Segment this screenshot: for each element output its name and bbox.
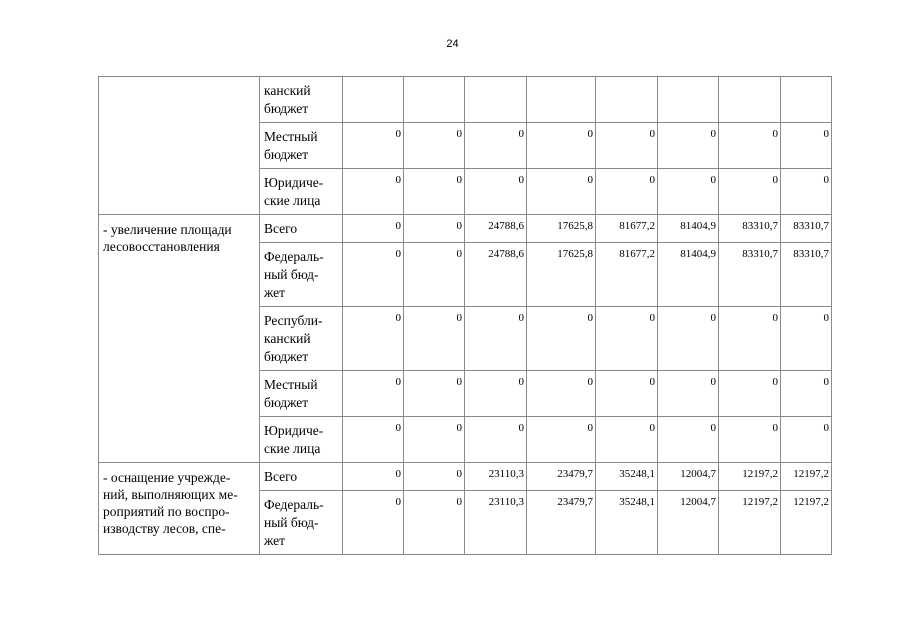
value-cell: 0: [781, 371, 832, 417]
value-cell: [527, 77, 596, 123]
funding-source-line: Юридиче-: [264, 175, 324, 190]
activity-description-cell: [99, 215, 260, 463]
activity-description-line: роприятий по воспро-: [103, 504, 230, 519]
value-cell: 0: [465, 307, 527, 371]
funding-source-line: Республи-: [264, 313, 323, 328]
value-cell: 81677,2: [596, 215, 658, 243]
value-cell: 12004,7: [658, 463, 719, 491]
value-cell: 12197,2: [781, 463, 832, 491]
value-cell: 0: [719, 417, 781, 463]
value-cell: 0: [404, 123, 465, 169]
value-cell: [465, 77, 527, 123]
funding-source-line: ный бюд-: [264, 267, 319, 282]
funding-source-line: Местный: [264, 377, 318, 392]
funding-source-cell: [260, 371, 343, 417]
value-cell: 0: [596, 417, 658, 463]
value-cell: 0: [465, 169, 527, 215]
value-cell: 81404,9: [658, 243, 719, 307]
funding-source-line: ный бюд-: [264, 515, 319, 530]
value-cell: 23110,3: [465, 463, 527, 491]
funding-source-cell: [260, 215, 343, 243]
funding-source-cell: [260, 123, 343, 169]
value-cell: 0: [527, 371, 596, 417]
value-cell: 0: [404, 491, 465, 555]
value-cell: 0: [781, 307, 832, 371]
value-cell: 12197,2: [781, 491, 832, 555]
value-cell: [343, 77, 404, 123]
funding-source-cell: [260, 417, 343, 463]
funding-source-line: жет: [264, 533, 286, 548]
value-cell: 0: [781, 169, 832, 215]
value-cell: 0: [343, 491, 404, 555]
value-cell: 0: [343, 463, 404, 491]
value-cell: 0: [527, 123, 596, 169]
value-cell: 0: [343, 243, 404, 307]
value-cell: 0: [404, 169, 465, 215]
value-cell: 83310,7: [719, 243, 781, 307]
value-cell: 17625,8: [527, 215, 596, 243]
value-cell: 0: [719, 307, 781, 371]
funding-source-line: канский: [264, 83, 311, 98]
value-cell: 0: [658, 417, 719, 463]
value-cell: 0: [343, 307, 404, 371]
table-row: [99, 77, 832, 123]
value-cell: 0: [658, 371, 719, 417]
funding-source-line: Всего: [264, 469, 298, 484]
value-cell: 35248,1: [596, 463, 658, 491]
funding-source-cell: [260, 169, 343, 215]
value-cell: 17625,8: [527, 243, 596, 307]
value-cell: 0: [527, 307, 596, 371]
value-cell: 0: [781, 417, 832, 463]
funding-source-cell: [260, 243, 343, 307]
activity-description-line: изводству лесов, спе-: [103, 521, 226, 536]
value-cell: 0: [596, 169, 658, 215]
value-cell: [404, 77, 465, 123]
value-cell: 0: [719, 169, 781, 215]
funding-source-line: канский: [264, 331, 311, 346]
value-cell: 35248,1: [596, 491, 658, 555]
budget-table-body: [99, 77, 832, 555]
value-cell: 81404,9: [658, 215, 719, 243]
value-cell: 0: [781, 123, 832, 169]
funding-source-line: ские лица: [264, 441, 321, 456]
funding-source-line: бюджет: [264, 395, 309, 410]
page-number: 24: [446, 38, 459, 50]
value-cell: 0: [343, 215, 404, 243]
value-cell: 0: [343, 371, 404, 417]
value-cell: 12004,7: [658, 491, 719, 555]
value-cell: 0: [719, 123, 781, 169]
value-cell: 23479,7: [527, 463, 596, 491]
value-cell: 23479,7: [527, 491, 596, 555]
value-cell: 0: [596, 123, 658, 169]
value-cell: 0: [404, 371, 465, 417]
funding-source-cell: [260, 307, 343, 371]
value-cell: [658, 77, 719, 123]
activity-description-cell: [99, 463, 260, 555]
funding-source-line: Всего: [264, 221, 298, 236]
value-cell: 24788,6: [465, 243, 527, 307]
funding-source-line: Федераль-: [264, 249, 324, 264]
value-cell: 23110,3: [465, 491, 527, 555]
value-cell: 0: [596, 371, 658, 417]
value-cell: 83310,7: [781, 215, 832, 243]
value-cell: [719, 77, 781, 123]
value-cell: 0: [596, 307, 658, 371]
funding-source-line: Местный: [264, 129, 318, 144]
table-row: [99, 463, 832, 491]
value-cell: 12197,2: [719, 463, 781, 491]
value-cell: 0: [658, 169, 719, 215]
value-cell: 0: [527, 169, 596, 215]
activity-description-line: - увеличение площади: [103, 222, 232, 237]
value-cell: 0: [343, 123, 404, 169]
value-cell: 81677,2: [596, 243, 658, 307]
value-cell: 83310,7: [719, 215, 781, 243]
funding-source-line: бюджет: [264, 349, 309, 364]
value-cell: 0: [465, 123, 527, 169]
funding-source-line: ские лица: [264, 193, 321, 208]
value-cell: 24788,6: [465, 215, 527, 243]
value-cell: 0: [658, 307, 719, 371]
funding-source-line: Федераль-: [264, 497, 324, 512]
value-cell: [781, 77, 832, 123]
funding-source-line: бюджет: [264, 101, 309, 116]
funding-source-cell: [260, 491, 343, 555]
value-cell: 0: [404, 417, 465, 463]
value-cell: 12197,2: [719, 491, 781, 555]
value-cell: 0: [404, 243, 465, 307]
value-cell: 0: [658, 123, 719, 169]
value-cell: 0: [465, 371, 527, 417]
funding-source-cell: [260, 463, 343, 491]
funding-source-line: Юридиче-: [264, 423, 324, 438]
value-cell: 0: [404, 307, 465, 371]
value-cell: 0: [343, 417, 404, 463]
activity-description-line: ний, выполняющих ме-: [103, 487, 238, 502]
funding-source-line: жет: [264, 285, 286, 300]
activity-description-cell: [99, 77, 260, 215]
value-cell: 0: [527, 417, 596, 463]
value-cell: 0: [465, 417, 527, 463]
value-cell: 0: [719, 371, 781, 417]
value-cell: 83310,7: [781, 243, 832, 307]
value-cell: 0: [404, 463, 465, 491]
value-cell: 0: [404, 215, 465, 243]
value-cell: [596, 77, 658, 123]
value-cell: 0: [343, 169, 404, 215]
funding-source-line: бюджет: [264, 147, 309, 162]
activity-description-line: - оснащение учрежде-: [103, 470, 231, 485]
budget-table: [98, 76, 832, 555]
funding-source-cell: [260, 77, 343, 123]
activity-description-line: лесовосстановления: [103, 239, 220, 254]
table-row: [99, 215, 832, 243]
